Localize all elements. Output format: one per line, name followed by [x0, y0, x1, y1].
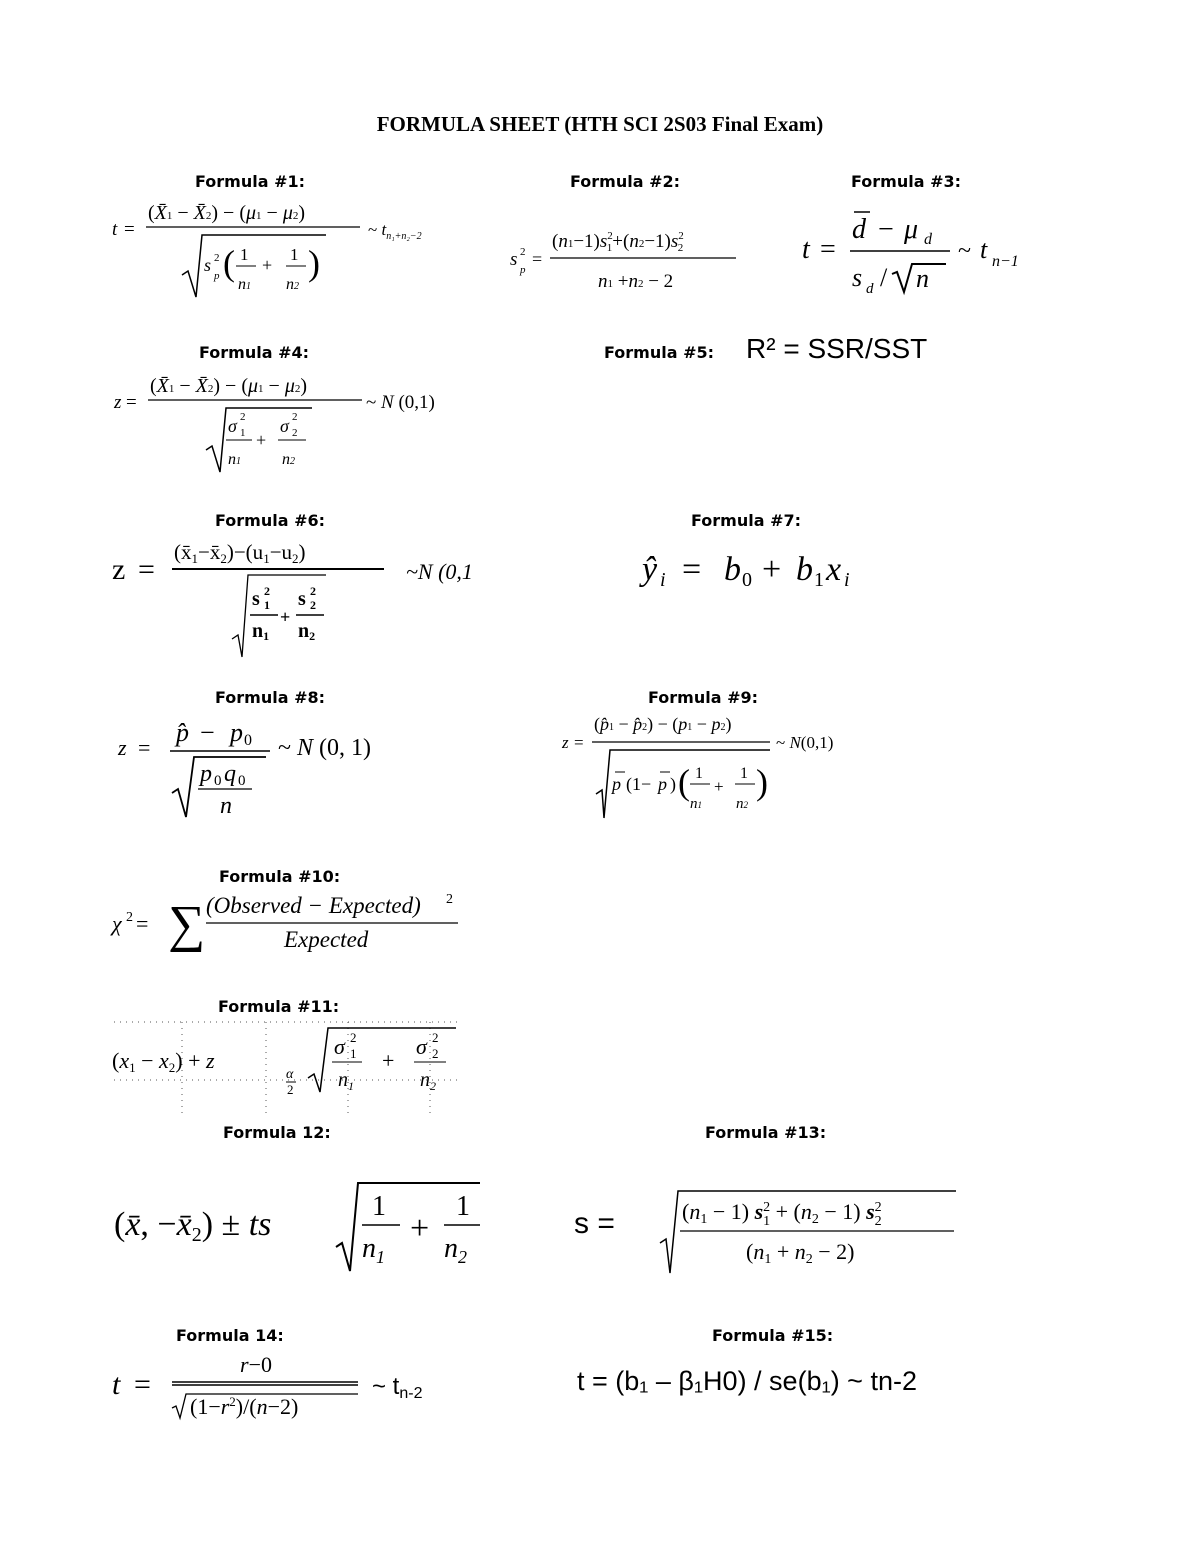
svg-text:0: 0: [214, 773, 222, 789]
svg-text:=: =: [138, 735, 151, 760]
formula-6-label: Formula #6:: [215, 511, 326, 530]
svg-text:i: i: [660, 569, 666, 591]
svg-text:~ N (0,1): ~ N (0,1): [366, 392, 435, 413]
svg-text:(Observed − Expected): (Observed − Expected): [206, 893, 421, 918]
svg-text:1: 1: [290, 245, 299, 264]
svg-text:=: =: [138, 553, 155, 586]
svg-text:n2: n2: [298, 620, 316, 643]
svg-text:): ): [670, 774, 676, 794]
svg-text:2: 2: [292, 427, 298, 439]
svg-text:=: =: [126, 392, 137, 413]
svg-text:(n1 − 1) s21 + (n2 − 1) s22: (n1 − 1) $s^2$ 1 + (n2 − 1) $s^2$ 2: [682, 1199, 882, 1229]
svg-text:2: 2: [287, 1082, 294, 1097]
svg-text:/: /: [880, 263, 888, 292]
formula-6-image: [110, 535, 510, 665]
svg-text:s: s: [204, 255, 212, 275]
svg-text:+: +: [256, 430, 267, 450]
svg-text:i: i: [844, 569, 850, 591]
svg-text:t: t: [980, 235, 988, 264]
formula-8-image: [110, 715, 430, 825]
svg-text:): ): [756, 762, 768, 802]
formula-1-image: [110, 195, 460, 305]
svg-text:+: +: [714, 777, 724, 796]
formula-13-image: [570, 1185, 970, 1280]
svg-text:=: =: [532, 249, 543, 269]
formula-11-label: Formula #11:: [218, 997, 340, 1016]
svg-text:σ: σ: [280, 416, 289, 436]
svg-text:t: t: [112, 219, 118, 240]
svg-text:z: z: [114, 392, 122, 413]
svg-text:=: =: [574, 733, 584, 752]
svg-text:+: +: [762, 551, 782, 588]
formula-5-label: Formula #5:: [604, 343, 715, 362]
svg-text:2: 2: [520, 246, 526, 258]
svg-text:s: s: [252, 588, 260, 610]
svg-text:n1: $n_1$: [362, 1233, 385, 1267]
svg-text:z: z: [118, 735, 127, 760]
formula-3-image: [800, 200, 1040, 300]
svg-text:~N (0,1: ~N (0,1: [406, 559, 473, 584]
svg-text:~ N(0,1): ~ N(0,1): [776, 733, 834, 752]
svg-text:p: p: [612, 774, 621, 794]
svg-text:(: (: [223, 243, 235, 283]
svg-text:(n1−1)s21+(n2−1)s22: $(n1-1)s^2$ $1+(n2-1)s^2$ 2: [552, 230, 684, 254]
svg-text:1: 1: [264, 598, 270, 612]
svg-text:t: t: [112, 1368, 121, 1401]
svg-text:b: b: [796, 551, 813, 588]
svg-text:1: 1: [740, 765, 748, 782]
svg-text:2: 2: [240, 411, 246, 423]
formula-10-label: Formula #10:: [219, 867, 341, 886]
svg-text:1: 1: [456, 1191, 470, 1222]
svg-text:(x̄, −x̄2) ± ts: (x̄, −x̄2) ± ts: [114, 1206, 272, 1246]
svg-text:n1 +n2 − 2: n1 +n2 − 2: [598, 271, 674, 292]
svg-text:2: 2: [126, 910, 133, 925]
svg-text:2: 2: [432, 1046, 439, 1061]
svg-text:~: ~: [958, 238, 971, 264]
svg-text:~ tn-2: ~ tn-2: [372, 1373, 423, 1402]
formula-13-label: Formula #13:: [705, 1123, 827, 1142]
svg-text:0: 0: [238, 773, 246, 789]
svg-text:(1−r2)/(n−2): $(1-r^2)/(n-2)$: [190, 1394, 299, 1419]
svg-text:(n1 + n2 − 2): (n1 + n2 − 2): [746, 1239, 855, 1267]
formula-7-label: Formula #7:: [691, 511, 802, 530]
formula-9-label: Formula #9:: [648, 688, 759, 707]
page-title: FORMULA SHEET (HTH SCI 2S03 Final Exam): [376, 112, 824, 136]
formula-12-image: [110, 1175, 490, 1275]
svg-text:2: 2: [264, 584, 270, 598]
svg-text:2: 2: [310, 584, 316, 598]
svg-text:σ: σ: [334, 1034, 345, 1059]
svg-text:(1−: (1−: [626, 774, 652, 794]
svg-text:~ N (0, 1): ~ N (0, 1): [278, 735, 371, 761]
svg-text:n2: n2: [282, 451, 295, 468]
svg-text:1: 1: [814, 569, 824, 591]
svg-text:n1: n1: [690, 796, 702, 812]
svg-text:s =: s =: [574, 1207, 615, 1240]
formula-2-image: [508, 215, 748, 295]
svg-text:1: 1: [350, 1046, 357, 1061]
svg-text:=: =: [820, 234, 836, 265]
svg-text:~ tn₁+n₂−2: ~ $t_{n_1+n_2-2}$: [368, 220, 422, 242]
svg-text:=: =: [136, 911, 149, 936]
svg-text:(: (: [678, 762, 690, 802]
svg-text:p: p: [520, 264, 526, 276]
svg-text:2: 2: [310, 598, 316, 612]
svg-text:1: 1: [372, 1191, 386, 1222]
svg-text:s: s: [510, 249, 518, 270]
svg-text:2: 2: [214, 252, 220, 264]
svg-text:(x̄1−x̄2)−(u1−u2): (x̄1−x̄2)−(u1−u2): [174, 540, 306, 566]
svg-text:p: p: [658, 774, 667, 794]
svg-text:μ: μ: [904, 214, 919, 245]
svg-text:n2: $n_2$: [420, 1069, 436, 1093]
formula-5-text: R² = SSR/SST: [746, 333, 928, 364]
svg-text:n1: n1: [252, 620, 270, 643]
svg-text:b: b: [724, 551, 741, 588]
svg-text:(p̂1 − p̂2) − (p1 − p2): (p̂1 − p̂2) − (p1 − p2): [594, 714, 732, 734]
svg-text:s: s: [852, 263, 863, 292]
svg-text:s: s: [298, 588, 306, 610]
svg-text:z: z: [562, 733, 569, 752]
svg-text:1: 1: [240, 427, 246, 439]
svg-text:n1: $n_1$: [338, 1069, 354, 1093]
svg-text:p̂: p̂: [176, 718, 189, 747]
svg-text:d: d: [866, 281, 874, 297]
svg-text:=: =: [682, 551, 702, 588]
svg-text:−: −: [878, 214, 894, 245]
svg-text:2: 2: [432, 1030, 439, 1045]
svg-text:2: 2: [292, 411, 298, 423]
svg-text:+: +: [280, 607, 291, 627]
svg-text:p: p: [230, 718, 243, 747]
formula-9-image: [560, 710, 860, 825]
svg-text:0: 0: [742, 569, 752, 591]
formula-7-image: [640, 540, 900, 590]
formula-10-image: [110, 885, 470, 960]
svg-text:n2: n2: [286, 276, 299, 293]
svg-text:ŷ: ŷ: [642, 551, 658, 588]
svg-text:Expected: Expected: [284, 927, 369, 952]
svg-text:q: q: [224, 761, 236, 787]
formula-4-image: [110, 368, 470, 478]
svg-text:0: 0: [244, 732, 252, 749]
svg-text:n−1: n−1: [992, 253, 1019, 270]
svg-text:p: p: [200, 761, 212, 787]
formula-14-image: [110, 1350, 450, 1425]
svg-text:n2: n2: [736, 796, 748, 812]
formula-3-label: Formula #3:: [851, 172, 962, 191]
formula-11-image: [110, 1018, 470, 1118]
svg-text:+: +: [262, 255, 273, 275]
svg-text:(X̄1 − X̄2) − (μ1 − μ2): (X̄1 − X̄2) − (μ1 − μ2): [148, 202, 306, 224]
svg-text:d: d: [852, 214, 866, 245]
svg-text:z: z: [112, 553, 126, 586]
svg-text:+: +: [382, 1048, 395, 1073]
svg-text:x: x: [826, 551, 842, 588]
svg-text:n: n: [916, 264, 929, 293]
svg-text:(X̄1 − X̄2) − (μ1 − μ2): (X̄1 − X̄2) − (μ1 − μ2): [150, 375, 308, 397]
svg-text:+: +: [410, 1210, 430, 1247]
svg-text:): ): [308, 243, 320, 283]
svg-text:n1: n1: [238, 276, 251, 293]
formula-14-label: Formula 14:: [176, 1326, 284, 1345]
svg-text:=: =: [134, 1368, 151, 1401]
formula-8-label: Formula #8:: [215, 688, 326, 707]
svg-text:p: p: [214, 270, 220, 282]
svg-text:2: 2: [350, 1030, 357, 1045]
svg-text:d: d: [924, 231, 932, 248]
svg-text:χ: χ: [112, 911, 122, 936]
svg-text:σ: σ: [416, 1034, 427, 1059]
svg-text:r−0: r−0: [240, 1352, 272, 1377]
svg-text:(x1 − x2) + z: (x1 − x2) + z: [112, 1048, 215, 1075]
formula-1-label: Formula #1:: [195, 172, 306, 191]
svg-text:2: 2: [446, 892, 453, 907]
formula-12-label: Formula 12:: [223, 1123, 331, 1142]
svg-text:=: =: [124, 219, 135, 240]
formula-2-label: Formula #2:: [570, 172, 681, 191]
formula-15-label: Formula #15:: [712, 1326, 834, 1345]
svg-text:n: n: [220, 793, 232, 819]
svg-text:∑: ∑: [168, 896, 206, 953]
svg-text:1: 1: [240, 245, 249, 264]
formula-15-text: t = (b₁ – β₁H0) / se(b₁) ~ tn-2: [577, 1366, 917, 1396]
formula-4-label: Formula #4:: [199, 343, 310, 362]
svg-text:1: 1: [695, 765, 703, 782]
svg-text:−: −: [200, 718, 215, 747]
svg-text:n1: n1: [228, 451, 241, 468]
svg-text:n2: $n_2$: [444, 1233, 467, 1267]
svg-text:σ: σ: [228, 416, 237, 436]
svg-text:t: t: [802, 234, 810, 265]
svg-text:α: α: [286, 1067, 294, 1082]
